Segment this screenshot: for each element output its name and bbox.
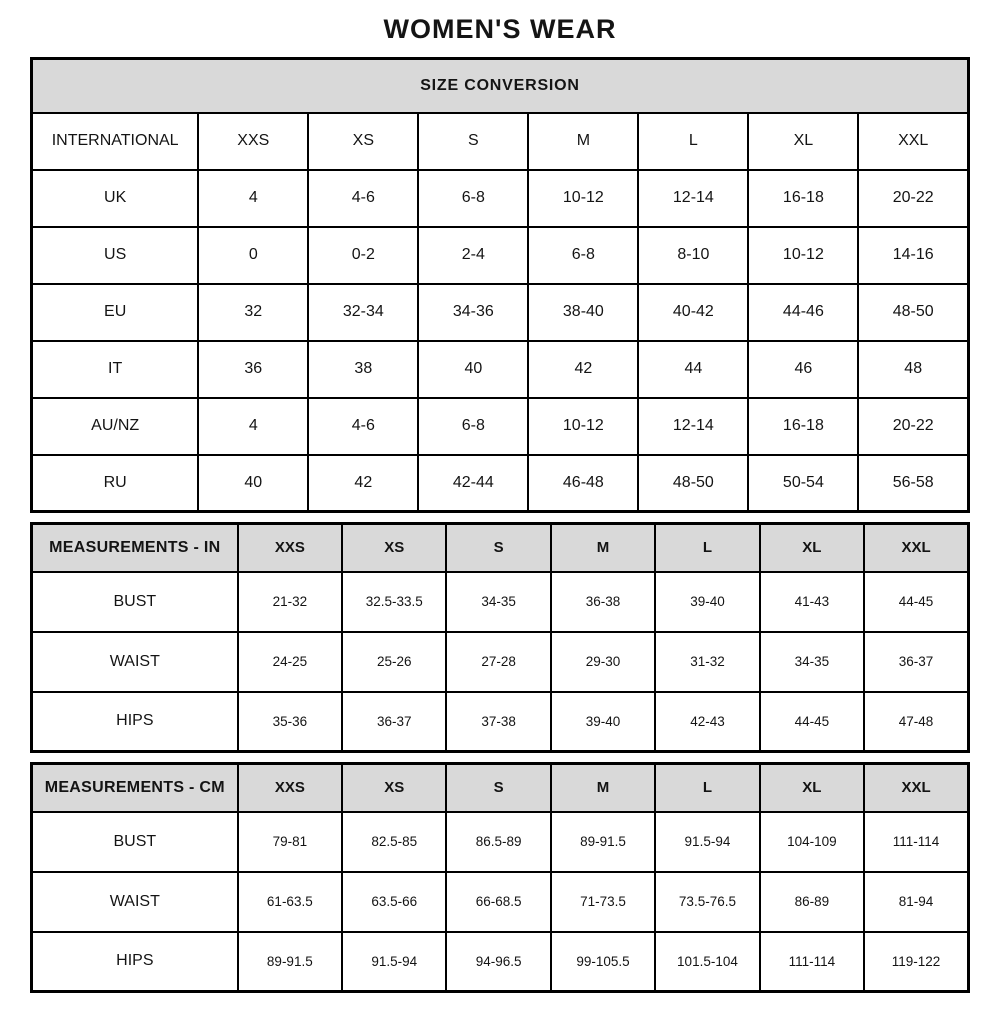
size-header-cell: XXS <box>238 764 342 812</box>
page-title: WOMEN'S WEAR <box>383 14 617 44</box>
row-label-cell: EU <box>32 284 199 341</box>
row-label-cell: BUST <box>32 812 238 872</box>
table-row <box>32 872 969 932</box>
value-cell: 40-42 <box>638 284 748 341</box>
value-cell: 44-46 <box>748 284 858 341</box>
row-label-cell: UK <box>32 170 199 227</box>
value-cell: 34-35 <box>760 632 864 692</box>
value-cell: 73.5-76.5 <box>655 872 759 932</box>
value-cell: 42-43 <box>655 692 759 752</box>
table-row <box>32 341 969 398</box>
row-label-cell: RU <box>32 455 199 512</box>
value-cell: 32.5-33.5 <box>342 572 446 632</box>
value-cell: 6-8 <box>418 398 528 455</box>
size-header-cell: S <box>446 524 550 572</box>
size-header-cell: L <box>655 524 759 572</box>
row-label-cell: HIPS <box>32 932 238 992</box>
value-cell: 32 <box>198 284 308 341</box>
size-header-cell: M <box>528 113 638 170</box>
row-label-cell: HIPS <box>32 692 238 752</box>
value-cell: 89-91.5 <box>551 812 655 872</box>
size-header-cell: XXS <box>238 524 342 572</box>
value-cell: 34-36 <box>418 284 528 341</box>
table-row <box>32 455 969 512</box>
value-cell: 81-94 <box>864 872 968 932</box>
size-header-cell: XXL <box>864 524 968 572</box>
value-cell: 27-28 <box>446 632 550 692</box>
size-header-cell: XXL <box>864 764 968 812</box>
size-header-cell: XL <box>760 524 864 572</box>
value-cell: 42 <box>528 341 638 398</box>
value-cell: 4 <box>198 170 308 227</box>
size-header-cell: L <box>638 113 748 170</box>
value-cell: 48 <box>858 341 968 398</box>
value-cell: 71-73.5 <box>551 872 655 932</box>
table-row <box>32 227 969 284</box>
value-cell: 44-45 <box>864 572 968 632</box>
value-cell: 8-10 <box>638 227 748 284</box>
size-header-cell: S <box>418 113 528 170</box>
value-cell: 61-63.5 <box>238 872 342 932</box>
value-cell: 34-35 <box>446 572 550 632</box>
size-header-cell: XL <box>760 764 864 812</box>
size-header-cell: S <box>446 764 550 812</box>
value-cell: 36-38 <box>551 572 655 632</box>
table-row <box>32 284 969 341</box>
table-row <box>32 812 969 872</box>
value-cell: 16-18 <box>748 170 858 227</box>
value-cell: 39-40 <box>655 572 759 632</box>
value-cell: 38 <box>308 341 418 398</box>
value-cell: 99-105.5 <box>551 932 655 992</box>
value-cell: 4-6 <box>308 398 418 455</box>
size-header-cell: M <box>551 764 655 812</box>
value-cell: 91.5-94 <box>655 812 759 872</box>
size-conversion-table <box>30 57 970 513</box>
value-cell: 40 <box>198 455 308 512</box>
value-cell: 82.5-85 <box>342 812 446 872</box>
value-cell: 66-68.5 <box>446 872 550 932</box>
value-cell: 35-36 <box>238 692 342 752</box>
value-cell: 42 <box>308 455 418 512</box>
value-cell: 44-45 <box>760 692 864 752</box>
value-cell: 6-8 <box>418 170 528 227</box>
value-cell: 119-122 <box>864 932 968 992</box>
value-cell: 44 <box>638 341 748 398</box>
value-cell: 21-32 <box>238 572 342 632</box>
header-row <box>32 113 969 170</box>
value-cell: 39-40 <box>551 692 655 752</box>
value-cell: 104-109 <box>760 812 864 872</box>
value-cell: 111-114 <box>864 812 968 872</box>
value-cell: 29-30 <box>551 632 655 692</box>
value-cell: 48-50 <box>638 455 748 512</box>
value-cell: 12-14 <box>638 398 748 455</box>
value-cell: 48-50 <box>858 284 968 341</box>
table-row <box>32 692 969 752</box>
row-label-cell: BUST <box>32 572 238 632</box>
header-row <box>32 764 969 812</box>
value-cell: 47-48 <box>864 692 968 752</box>
size-header-cell: XS <box>342 524 446 572</box>
value-cell: 86-89 <box>760 872 864 932</box>
size-header-cell: XS <box>308 113 418 170</box>
value-cell: 86.5-89 <box>446 812 550 872</box>
table-row <box>32 932 969 992</box>
value-cell: 36-37 <box>342 692 446 752</box>
size-header-cell: XS <box>342 764 446 812</box>
value-cell: 4 <box>198 398 308 455</box>
value-cell: 2-4 <box>418 227 528 284</box>
value-cell: 6-8 <box>528 227 638 284</box>
value-cell: 36 <box>198 341 308 398</box>
value-cell: 89-91.5 <box>238 932 342 992</box>
value-cell: 91.5-94 <box>342 932 446 992</box>
value-cell: 41-43 <box>760 572 864 632</box>
value-cell: 25-26 <box>342 632 446 692</box>
value-cell: 4-6 <box>308 170 418 227</box>
value-cell: 79-81 <box>238 812 342 872</box>
row-group-header-cell: MEASUREMENTS - IN <box>32 524 238 572</box>
row-group-header-cell: MEASUREMENTS - CM <box>32 764 238 812</box>
value-cell: 12-14 <box>638 170 748 227</box>
value-cell: 46-48 <box>528 455 638 512</box>
measurements-cm-table <box>30 762 970 993</box>
value-cell: 94-96.5 <box>446 932 550 992</box>
table-row <box>32 398 969 455</box>
value-cell: 20-22 <box>858 170 968 227</box>
row-label-cell: WAIST <box>32 632 238 692</box>
table-row <box>32 170 969 227</box>
value-cell: 111-114 <box>760 932 864 992</box>
measurements-in-table <box>30 522 970 753</box>
table-row <box>32 572 969 632</box>
size-header-cell: XXS <box>198 113 308 170</box>
value-cell: 32-34 <box>308 284 418 341</box>
row-group-header-cell: INTERNATIONAL <box>32 113 199 170</box>
value-cell: 101.5-104 <box>655 932 759 992</box>
value-cell: 10-12 <box>528 170 638 227</box>
value-cell: 10-12 <box>528 398 638 455</box>
value-cell: 42-44 <box>418 455 528 512</box>
value-cell: 20-22 <box>858 398 968 455</box>
value-cell: 46 <box>748 341 858 398</box>
value-cell: 37-38 <box>446 692 550 752</box>
value-cell: 0 <box>198 227 308 284</box>
header-row <box>32 524 969 572</box>
value-cell: 31-32 <box>655 632 759 692</box>
size-header-cell: XL <box>748 113 858 170</box>
value-cell: 56-58 <box>858 455 968 512</box>
value-cell: 63.5-66 <box>342 872 446 932</box>
size-header-cell: L <box>655 764 759 812</box>
value-cell: 14-16 <box>858 227 968 284</box>
size-header-cell: M <box>551 524 655 572</box>
value-cell: 16-18 <box>748 398 858 455</box>
row-label-cell: US <box>32 227 199 284</box>
value-cell: 50-54 <box>748 455 858 512</box>
row-label-cell: AU/NZ <box>32 398 199 455</box>
value-cell: 36-37 <box>864 632 968 692</box>
value-cell: 38-40 <box>528 284 638 341</box>
table-row <box>32 632 969 692</box>
row-label-cell: WAIST <box>32 872 238 932</box>
row-label-cell: IT <box>32 341 199 398</box>
value-cell: 10-12 <box>748 227 858 284</box>
value-cell: 24-25 <box>238 632 342 692</box>
value-cell: 40 <box>418 341 528 398</box>
size-conversion-title: SIZE CONVERSION <box>32 59 969 113</box>
size-header-cell: XXL <box>858 113 968 170</box>
value-cell: 0-2 <box>308 227 418 284</box>
